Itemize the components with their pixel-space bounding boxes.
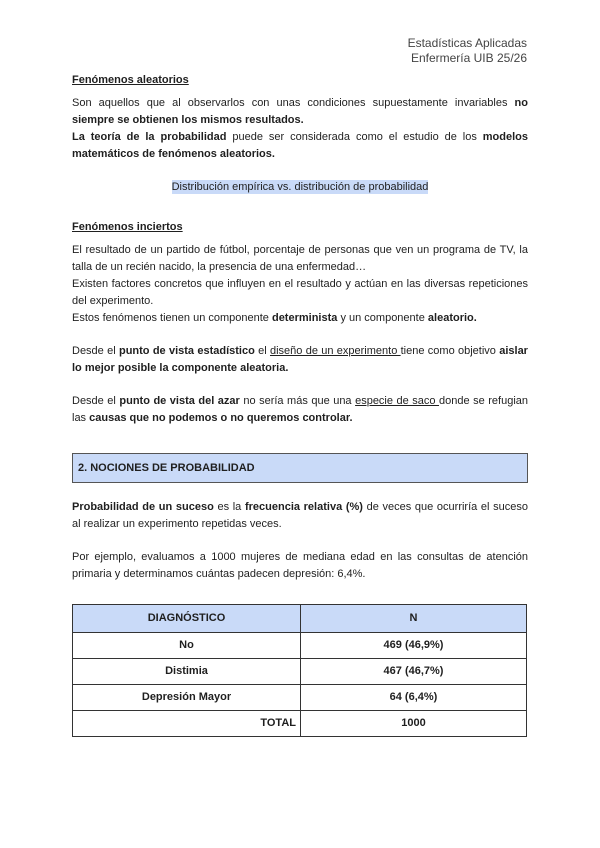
paragraph-components: Estos fenómenos tienen un componente determinista y un componente aleatorio. [72,312,477,324]
distribution-link-row [72,179,528,196]
distribution-link[interactable]: Distribución empírica vs. distribución de probabilidad [171,181,429,193]
table-row [73,659,527,685]
paragraph-factors: Existen factores concretos que influyen en el resultado y actúan en las diversas repeticiones del experimento. [72,278,528,307]
table-header-row [73,605,527,633]
column-header-n: N [301,605,527,633]
paragraph-probability-theory: La teoría de la probabilidad puede ser considerada como el estudio de los modelos matemáticos de fenómenos aleatorios. [72,131,528,160]
table-row [73,685,527,711]
paragraph-examples: El resultado de un partido de fútbol, porcentaje de personas que ven un programa de TV, la talla de un recién nacido, la presencia de una enfermedad… [72,244,528,273]
paragraph-statistical-view: Desde el punto de vista estadístico el diseño de un experimento tiene como objetivo aislar lo mejor posible la componente aleatoria. [72,345,528,374]
diagnosis-table [72,604,527,737]
column-header-diagnostico: DIAGNÓSTICO [73,605,301,633]
table-cell-count: 64 (6,4%) [301,685,527,711]
document-header [408,36,527,66]
table-cell-diagnosis: Depresión Mayor [73,685,301,711]
table-cell-count: 469 (46,9%) [301,633,527,659]
table-row [73,633,527,659]
paragraph-probability-definition: Probabilidad de un suceso es la frecuencia relativa (%) de veces que ocurriría el suceso al realizar un experimento repetidas veces. [72,501,528,530]
header-program: Enfermería UIB 25/26 [410,51,527,65]
paragraph-definition: Son aquellos que al observarlos con unas condiciones supuestamente invariables no siempre se obtienen los mismos resultados. [72,97,528,126]
heading-fenomenos-aleatorios: Fenómenos aleatorios [72,74,189,86]
table-cell-diagnosis: Distimia [73,659,301,685]
table-total-row [73,711,527,737]
heading-fenomenos-inciertos: Fenómenos inciertos [72,221,183,233]
table-cell-total-value: 1000 [301,711,527,737]
document-body [72,72,528,737]
table-cell-count: 467 (46,7%) [301,659,527,685]
table-cell-total-label: TOTAL [73,711,301,737]
table-cell-diagnosis: No [73,633,301,659]
header-course: Estadísticas Aplicadas [407,36,527,50]
paragraph-example: Por ejemplo, evaluamos a 1000 mujeres de mediana edad en las consultas de atención primaria y determinamos cuántas padecen depresión: 6,4%. [72,551,528,580]
section-title-nociones: 2. NOCIONES DE PROBABILIDAD [72,453,528,483]
paragraph-chance-view: Desde el punto de vista del azar no sería más que una especie de saco donde se refugian las causas que no podemos o no queremos controlar. [72,395,528,424]
